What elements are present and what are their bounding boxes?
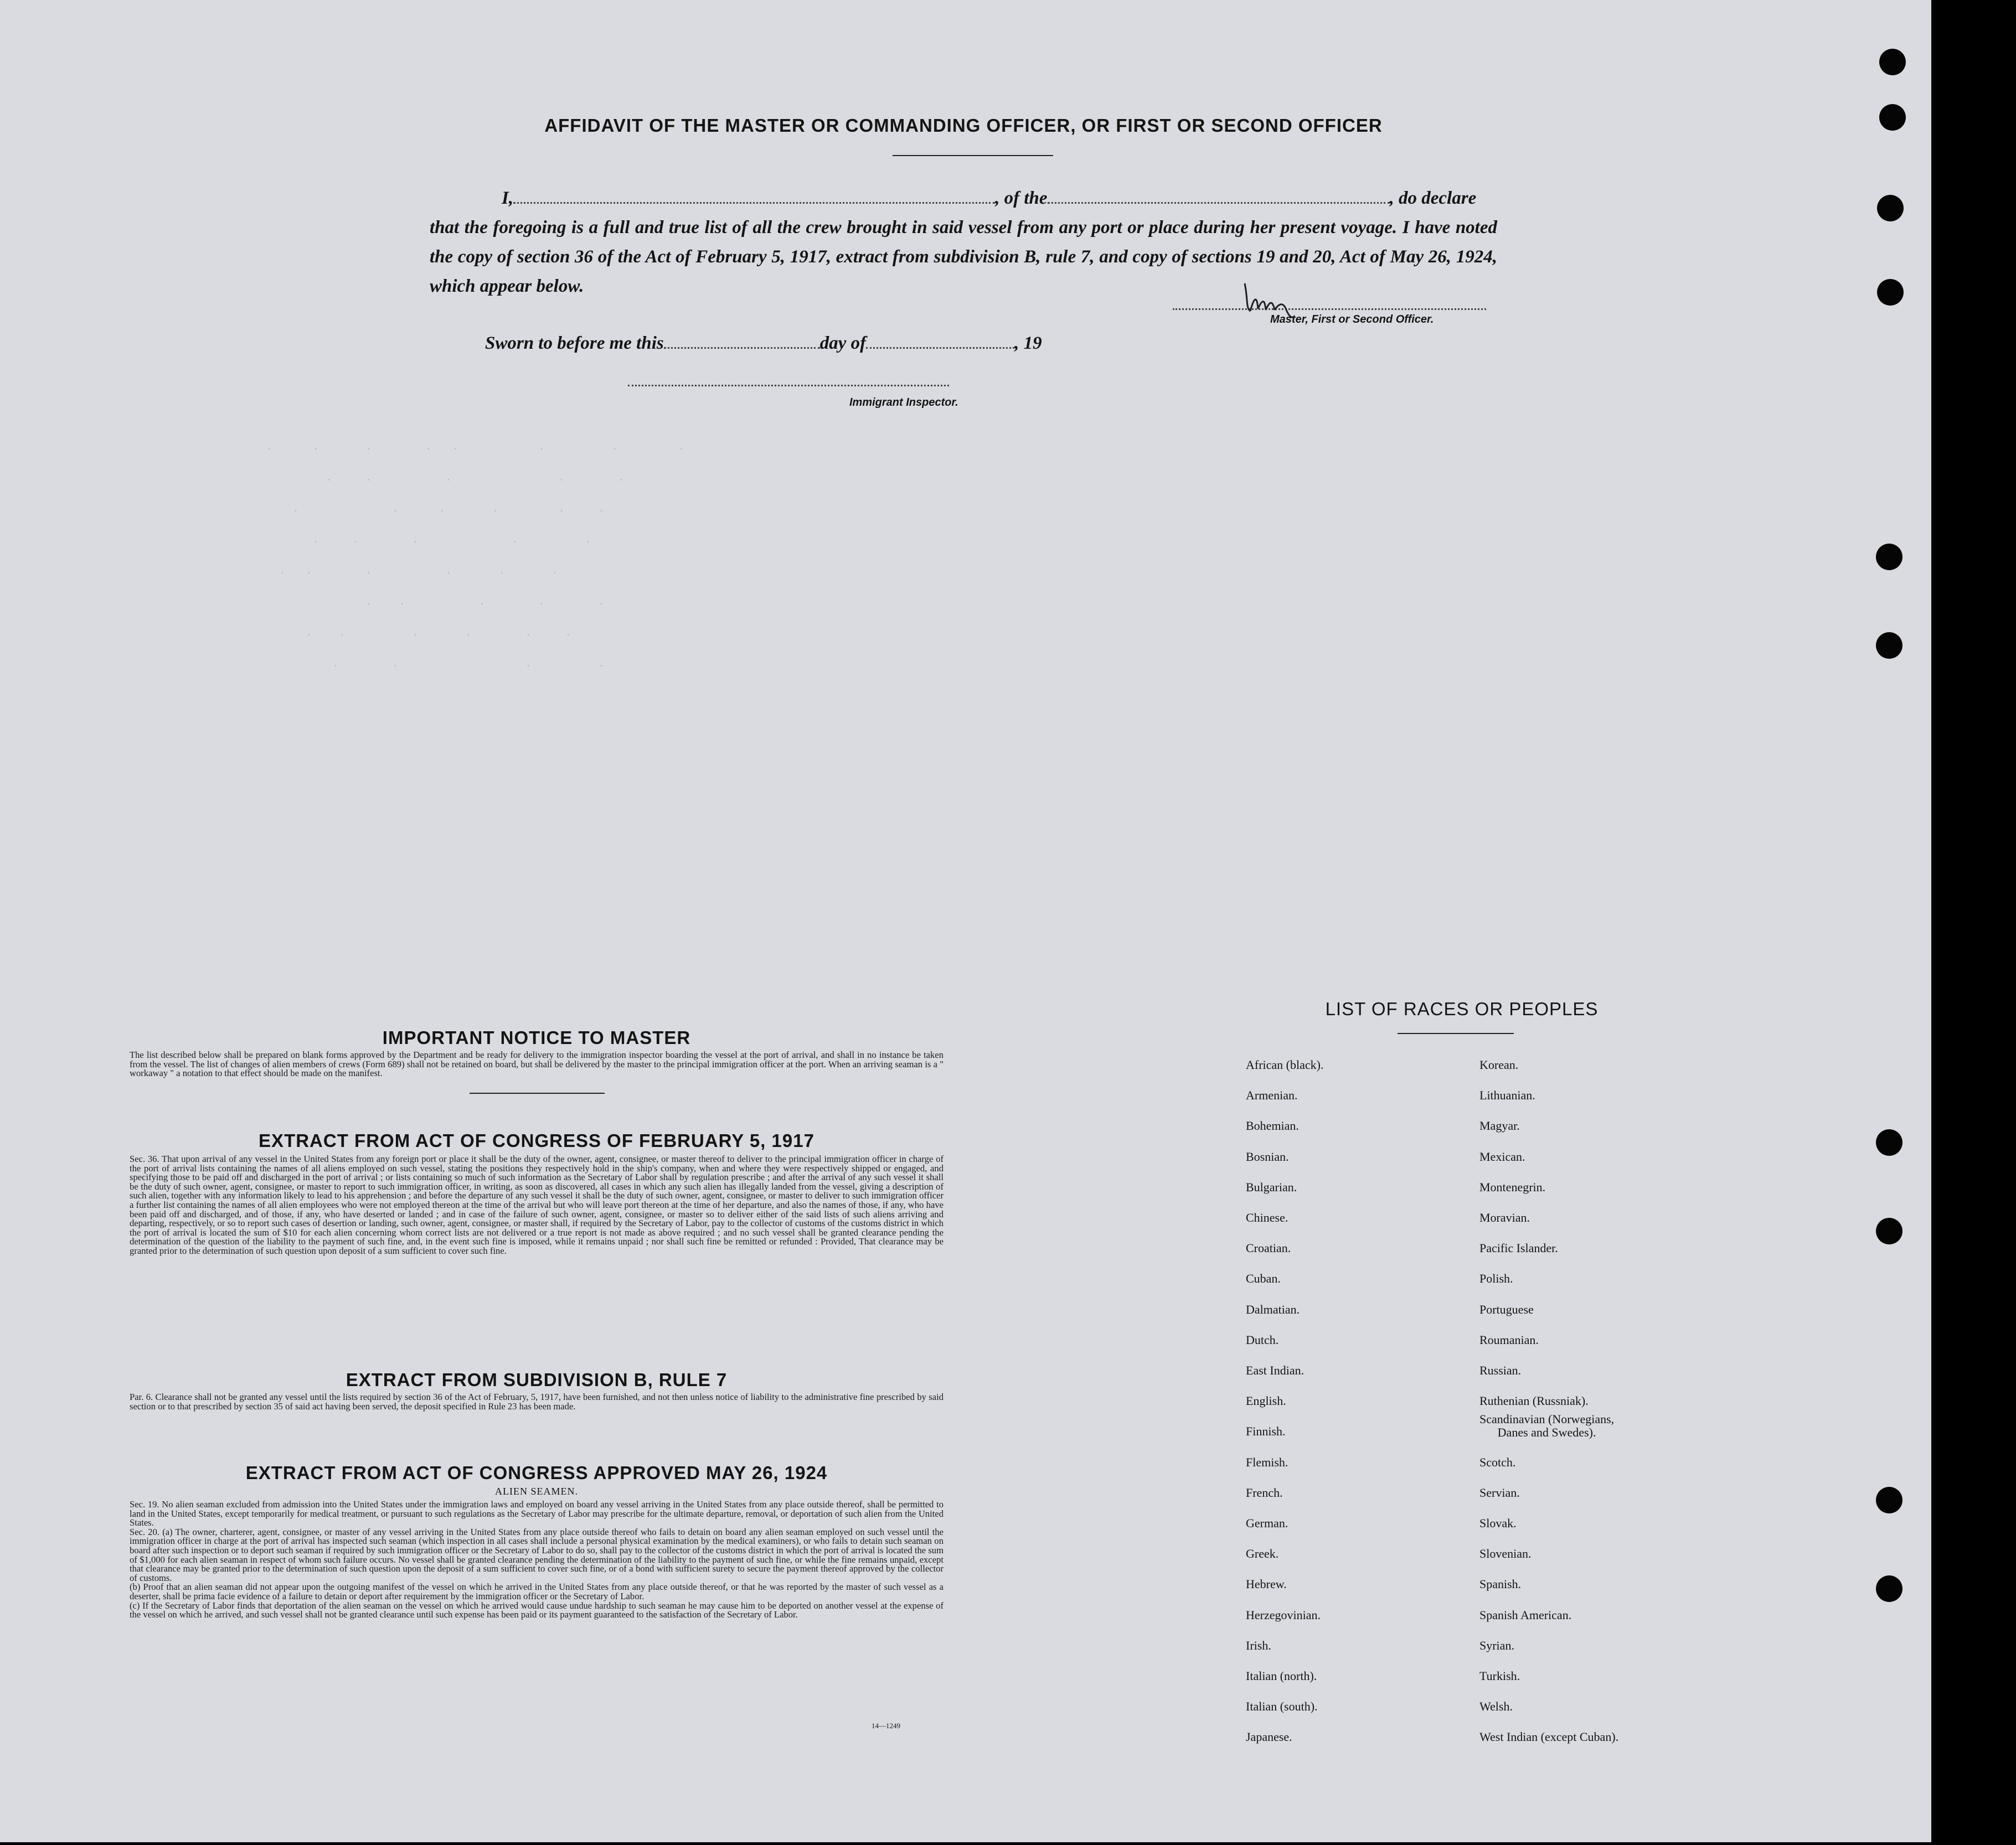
race-item-left: Dutch. [1246, 1332, 1279, 1347]
punch-hole [1876, 544, 1902, 570]
vessel-blank [1048, 201, 1390, 204]
race-item-left: Irish. [1246, 1638, 1271, 1652]
punch-hole [1876, 1575, 1902, 1602]
sworn-line [485, 329, 1149, 358]
affidavit-i-label: I, [502, 188, 514, 208]
affidavit-declare-label: , do declare [1389, 188, 1477, 208]
race-item-left: East Indian. [1246, 1363, 1305, 1377]
punch-hole [1876, 632, 1902, 659]
race-item-right: Servian. [1479, 1485, 1520, 1500]
race-item-right: Roumanian. [1479, 1332, 1539, 1347]
race-item-left: English. [1246, 1394, 1286, 1408]
race-item-left: Italian (south). [1246, 1699, 1318, 1714]
race-item-right: Portuguese [1479, 1302, 1534, 1316]
race-item-right: Magyar. [1479, 1119, 1520, 1133]
sworn-month-blank [866, 347, 1014, 349]
race-item-right: Moravian. [1479, 1211, 1530, 1224]
race-item-left: Chinese. [1246, 1211, 1288, 1224]
race-item-left: Herzegovinian. [1246, 1608, 1321, 1622]
race-item-right: Scotch. [1479, 1455, 1516, 1469]
race-item-right: Slovenian. [1479, 1547, 1532, 1561]
notice-title: IMPORTANT NOTICE TO MASTER [382, 1027, 691, 1048]
extract-1924-title: EXTRACT FROM ACT OF CONGRESS APPROVED MAY 26, 1924 [245, 1462, 828, 1483]
punch-hole [1879, 104, 1906, 131]
punch-hole [1876, 1129, 1902, 1156]
affidavit-block [430, 184, 1497, 301]
sworn-label: Sworn to before me this [485, 333, 664, 353]
section-20b: (b) Proof that an alien seaman did not appear upon the outgoing manifest of the vessel on which he arrived in the United States from any place outside thereof, or that he was reported by the master of such vessel as a deserter, shall be prima facie evidence of a failure to detain or deport after requirement by the immigration officer or the Secretary of Labor. [130, 1582, 943, 1601]
race-item-right: Montenegrin. [1479, 1180, 1546, 1194]
punch-hole [1876, 1487, 1902, 1513]
race-item-left: Bohemian. [1246, 1119, 1299, 1133]
race-item-right: Welsh. [1479, 1699, 1513, 1714]
extract-1924-subtitle: ALIEN SEAMEN. [495, 1486, 578, 1497]
signature-label: Master, First or Second Officer. [1270, 313, 1434, 325]
race-item-left: Cuban. [1246, 1272, 1281, 1286]
race-item-right: Turkish. [1479, 1669, 1520, 1683]
punch-hole [1877, 195, 1904, 221]
signature-line [1173, 308, 1486, 310]
race-item-right: Spanish American. [1479, 1608, 1572, 1622]
extract-1924-text [130, 1500, 943, 1620]
race-item-right: Pacific Islander. [1479, 1241, 1558, 1255]
race-item-left: French. [1246, 1485, 1283, 1500]
races-title: LIST OF RACES OR PEOPLES [1325, 999, 1599, 1019]
form-number: 14—1249 [872, 1722, 900, 1730]
race-item-right: Mexican. [1479, 1149, 1525, 1164]
race-item-left: Greek. [1246, 1547, 1279, 1561]
extract-rule7-title: EXTRACT FROM SUBDIVISION B, RULE 7 [346, 1369, 728, 1390]
affidavit-body: that the foregoing is a full and true list of all the crew brought in said vessel from any port or place during her present voyage. I have noted the copy of section 36 of the Act of February 5, 1917, extract from subdivision B, rule 7, and copy of sections 19 and 20, Act of May 26, 1924, which appear below. [430, 218, 1497, 296]
race-item-right: Syrian. [1479, 1638, 1514, 1652]
race-item-left: Croatian. [1246, 1241, 1291, 1255]
title-rule [893, 155, 1053, 156]
section-20c: (c) If the Secretary of Labor finds that deportation of the alien seaman on the vessel on which he arrived would cause undue hardship to such seaman he may cause him to be deported on another vessel at the expense of the vessel on which he arrived, and such vessel shall not be granted clearance until such expense has been paid or its payment guaranteed to the satisfaction of the Secretary of Labor. [130, 1600, 943, 1620]
race-item-left: Bosnian. [1246, 1149, 1289, 1164]
inspector-label: Immigrant Inspector. [849, 396, 958, 409]
section-19: Sec. 19. No alien seaman excluded from admission into the United States under the immigration laws and employed on board any vessel arriving in the United States from any place outside thereof, shall be permitted to land in the United States, except temporarily for medical treatment, or pursuant to such regulations as the Secretary of Labor may prescribe for the ultimate departure, removal, or deportation of such alien from the United States. [130, 1499, 943, 1528]
extract-1917-title: EXTRACT FROM ACT OF CONGRESS OF FEBRUARY 5, 1917 [259, 1130, 814, 1151]
race-item-left: Italian (north). [1246, 1669, 1317, 1683]
sworn-day-blank [664, 347, 820, 349]
race-item-right: Korean. [1479, 1058, 1519, 1072]
race-item-left: Bulgarian. [1246, 1180, 1297, 1194]
race-item-left: African (black). [1246, 1058, 1324, 1072]
punch-hole [1877, 279, 1904, 306]
notice-text: The list described below shall be prepared on blank forms approved by the Department and be ready for delivery to the immigration inspector boarding the vessel at the port of arrival, and shall in no instance be taken from the vessel. The list of changes of alien members of crews (Form 689) shall not be retained on board, but shall be delivered by the master to the principal immigration officer at the port. When an arriving seaman is a " workaway " a notation to that effect should be made on the manifest. [130, 1050, 943, 1079]
day-of-label: day of [819, 333, 867, 353]
punch-hole [1879, 49, 1906, 75]
extract-rule7-text: Par. 6. Clearance shall not be granted any vessel until the lists required by section 36 of the Act of February, 5, 1917, have been furnished, and not then unless notice of liability to the administrative fine prescribed by said section or to that prescribed by section 35 of said act having been served, the deposit specified in Rule 23 has been made. [130, 1392, 943, 1412]
punch-hole [1876, 1218, 1902, 1244]
bleed-through-marks: . . . . . . . . . . . . . . . . . . . . . . . . . . . . . . . . . . . . . . . . . . . . . [266, 441, 685, 670]
race-item-right: Ruthenian (Russniak). [1479, 1394, 1589, 1408]
race-item-right: Spanish. [1479, 1577, 1522, 1591]
inspector-signature-line [628, 384, 949, 386]
race-item-right: Slovak. [1479, 1516, 1517, 1530]
races-rule [1398, 1033, 1514, 1034]
race-item-left: Armenian. [1246, 1088, 1298, 1103]
race-item-right: Scandinavian (Norwegians, Danes and Swedes). [1479, 1412, 1615, 1440]
race-item-right: Polish. [1479, 1272, 1513, 1286]
race-item-right: Lithuanian. [1479, 1088, 1535, 1103]
affidavit-of-the-label: , of the [995, 188, 1048, 208]
race-item-left: German. [1246, 1516, 1288, 1530]
section-20a: Sec. 20. (a) The owner, charterer, agent, consignee, or master of any vessel arriving in the United States from any place outside thereof who fails to detain on board any alien seaman employed on such vessel until the immigration officer in charge at the port of arrival has inspected such seaman (which inspection in all cases shall include a personal physical examination by the medical examiners), or who fails to detain such seaman on board after such inspection or to deport such seaman if required by such immigration officer or the Secretary of Labor to do so, shall pay to the collector of the customs district in which the port of arrival is located the sum of $1,000 for each alien seaman in respect of whom such failure occurs. No vessel shall be granted clearance pending the determination of the liability to the payment of such fine, or while the fine remains unpaid, except that clearance may be granted prior to the determination of such question upon the deposit of a sum sufficient to cover such fine, or of a bond with sufficient surety to secure the payment thereof approved by the collector of customs. [130, 1526, 943, 1583]
race-item-left: Dalmatian. [1246, 1302, 1300, 1316]
race-item-left: Flemish. [1246, 1455, 1288, 1469]
affidavit-title: AFFIDAVIT OF THE MASTER OR COMMANDING OFFICER, OR FIRST OR SECOND OFFICER [544, 115, 1383, 136]
race-item-left: Finnish. [1246, 1424, 1286, 1439]
race-item-right: Russian. [1479, 1363, 1522, 1377]
race-item-left: Japanese. [1246, 1730, 1292, 1744]
notice-rule [470, 1093, 605, 1094]
race-item-right: West Indian (except Cuban). [1479, 1730, 1619, 1744]
race-item-left: Hebrew. [1246, 1577, 1287, 1591]
name-blank [513, 201, 995, 204]
year-label: , 19 [1014, 333, 1042, 353]
extract-1917-text: Sec. 36. That upon arrival of any vessel in the United States from any foreign port or place it shall be the duty of the owner, agent, consignee, or master thereof to deliver to the principal immigration officer in charge of the port of arrival lists containing the names of all aliens employed on such vessel, stating the positions they respectively hold in the ship's company, when and where they were respectively shipped or engaged, and specifying those to be paid off and discharged in the port of arrival ; or lists containing so much of such information as the Secretary of Labor shall by regulation prescribe ; and after the arrival of any such vessel it shall be the duty of such owner, agent, consignee, or master to report to such immigration officer, in writing, as soon as discovered, all cases in which any such alien has illegally landed from the vessel, giving a description of such alien, together with any information likely to lead to his apprehension ; and before the departure of any such vessel it shall be the duty of such owner, agent, consignee, or master to deliver to such immigration officer a further list containing the names of all alien employees who were not employed thereon at the time of the arrival but who will leave port thereon at the time of her departure, and also the names of those, if any, who have been paid off and discharged, and of those, if any, who have deserted or landed ; and in case of the failure of such owner, agent, consignee, or master so to deliver either of the said lists of such aliens arriving and departing, respectively, or so to report such cases of desertion or landing, such owner, agent, consignee, or master shall, if required by the Secretary of Labor, pay to the collector of customs of the customs district in which the port of arrival is located the sum of $10 for each alien concerning whom correct lists are not delivered or a true report is not made as above required ; and no such vessel shall be granted clearance pending the determination of the question of the liability to the payment of such fine, and, in the event such fine is imposed, while it remains unpaid ; nor shall such fine be remitted or refunded : Provided, That clearance may be granted prior to the determination of such question upon deposit of a sum sufficient to cover such fine. [130, 1154, 943, 1256]
